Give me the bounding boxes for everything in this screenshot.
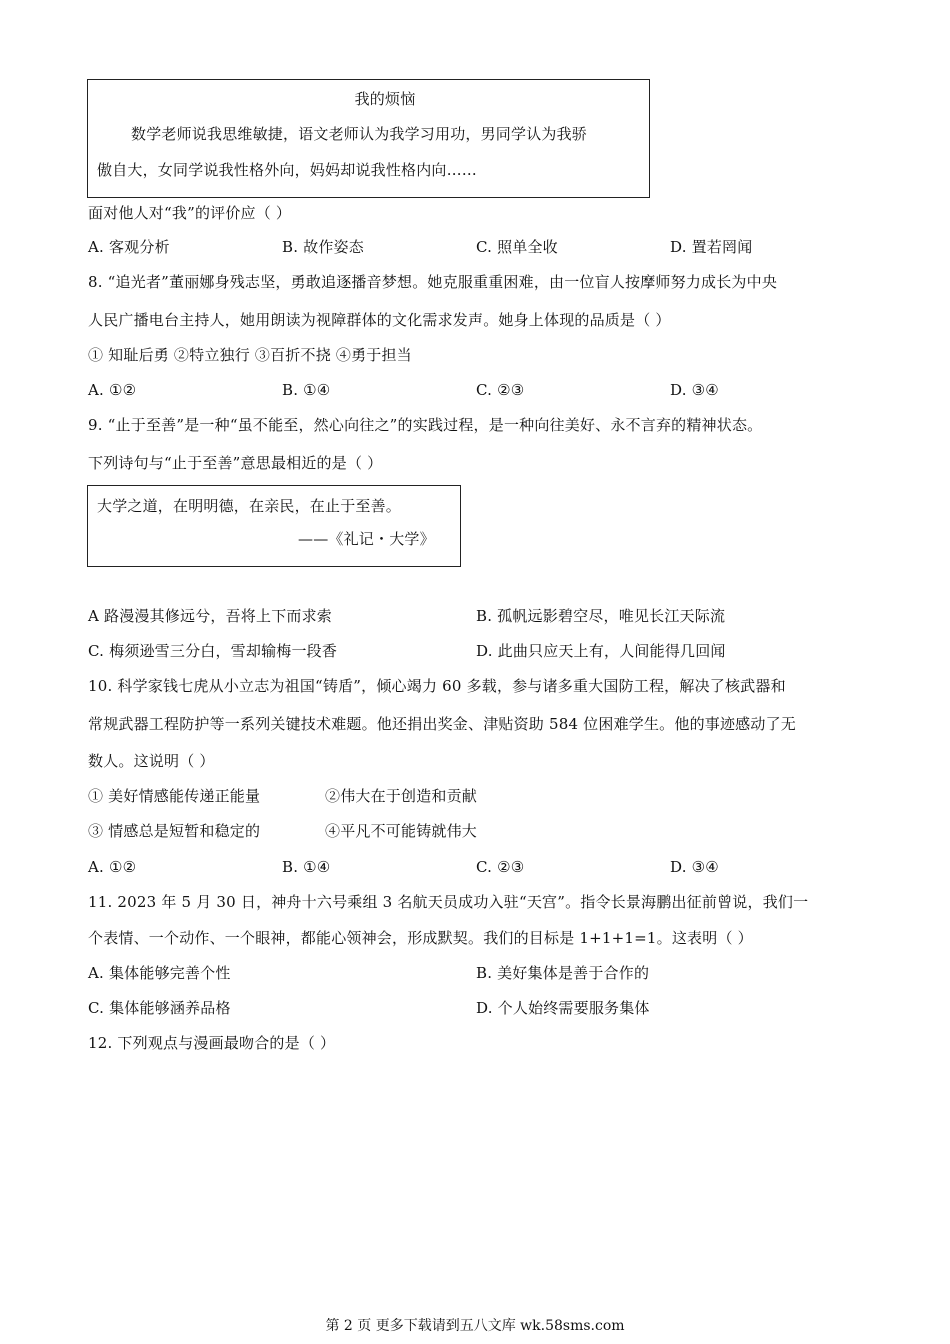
q10-line-3: 数人。这说明（ ） <box>88 752 215 770</box>
q10-statement-4: ④平凡不可能铸就伟大 <box>325 822 478 840</box>
q11-line-2: 个表情、一个动作、一个眼神，都能心领神会，形成默契。我们的目标是 1+1+1=1。这表明（ ） <box>88 929 753 947</box>
q7-option-a: A. 客观分析 <box>88 238 170 256</box>
q10-option-b: B. ①④ <box>282 858 331 876</box>
q9-option-b: B. 孤帆远影碧空尽，唯见长江天际流 <box>476 607 726 625</box>
q9-line-1: 9. “止于至善”是一种“虽不能至，然心向往之”的实践过程，是一种向往美好、永不言弃的精神状态。 <box>88 416 763 434</box>
q12-stem: 12. 下列观点与漫画最吻合的是（ ） <box>88 1034 336 1052</box>
q7-option-b: B. 故作姿态 <box>282 238 364 256</box>
q8-option-a: A. ①② <box>88 381 137 399</box>
q10-option-d: D. ③④ <box>670 858 719 876</box>
q9-quote-source: ——《礼记・大学》 <box>298 530 435 548</box>
q8-line-1: 8. “追光者”董丽娜身残志坚，勇敢追逐播音梦想。她克服重重困难，由一位盲人按摩师努力成长为中央 <box>88 273 778 291</box>
q7-option-c: C. 照单全收 <box>476 238 558 256</box>
q10-option-c: C. ②③ <box>476 858 525 876</box>
passage-title: 我的烦恼 <box>354 90 416 108</box>
q8-statements: ① 知耻后勇 ②特立独行 ③百折不挠 ④勇于担当 <box>88 346 412 364</box>
q7-option-d: D. 置若罔闻 <box>670 238 753 256</box>
q9-option-c: C. 梅须逊雪三分白，雪却输梅一段香 <box>88 642 338 660</box>
q7-stem: 面对他人对“我”的评价应（ ） <box>88 204 292 222</box>
page-footer: 第 2 页 更多下载请到五八文库 wk.58sms.com <box>325 1318 625 1334</box>
q8-option-c: C. ②③ <box>476 381 525 399</box>
passage-line-1: 数学老师说我思维敏捷，语文老师认为我学习用功，男同学认为我骄 <box>131 125 588 143</box>
q8-option-d: D. ③④ <box>670 381 719 399</box>
q11-option-d: D. 个人始终需要服务集体 <box>476 999 650 1017</box>
q10-option-a: A. ①② <box>88 858 137 876</box>
q11-option-a: A. 集体能够完善个性 <box>88 964 231 982</box>
q10-statement-1: ① 美好情感能传递正能量 <box>88 787 261 805</box>
q10-statement-2: ②伟大在于创造和贡献 <box>325 787 478 805</box>
q8-line-2: 人民广播电台主持人，她用朗读为视障群体的文化需求发声。她身上体现的品质是（ ） <box>88 311 671 329</box>
q9-option-d: D. 此曲只应天上有，人间能得几回闻 <box>476 642 726 660</box>
q9-line-2: 下列诗句与“止于至善”意思最相近的是（ ） <box>88 454 383 472</box>
q10-line-1: 10. 科学家钱七虎从小立志为祖国“铸盾”，倾心竭力 60 多载，参与诸多重大国防工程，解决了核武器和 <box>88 677 786 695</box>
q11-option-b: B. 美好集体是善于合作的 <box>476 964 650 982</box>
q11-option-c: C. 集体能够涵养品格 <box>88 999 231 1017</box>
q10-line-2: 常规武器工程防护等一系列关键技术难题。他还捐出奖金、津贴资助 584 位困难学生。他的事迹感动了无 <box>88 715 796 733</box>
q10-statement-3: ③ 情感总是短暂和稳定的 <box>88 822 261 840</box>
passage-line-2: 傲自大，女同学说我性格外向，妈妈却说我性格内向…… <box>97 161 478 179</box>
q8-option-b: B. ①④ <box>282 381 331 399</box>
q11-line-1: 11. 2023 年 5 月 30 日，神舟十六号乘组 3 名航天员成功入驻“天宫”。指令长景海鹏出征前曾说，我们一 <box>88 893 809 911</box>
q9-option-a: A 路漫漫其修远兮，吾将上下而求索 <box>88 607 333 625</box>
q9-quote-text: 大学之道，在明明德，在亲民，在止于至善。 <box>97 497 402 515</box>
